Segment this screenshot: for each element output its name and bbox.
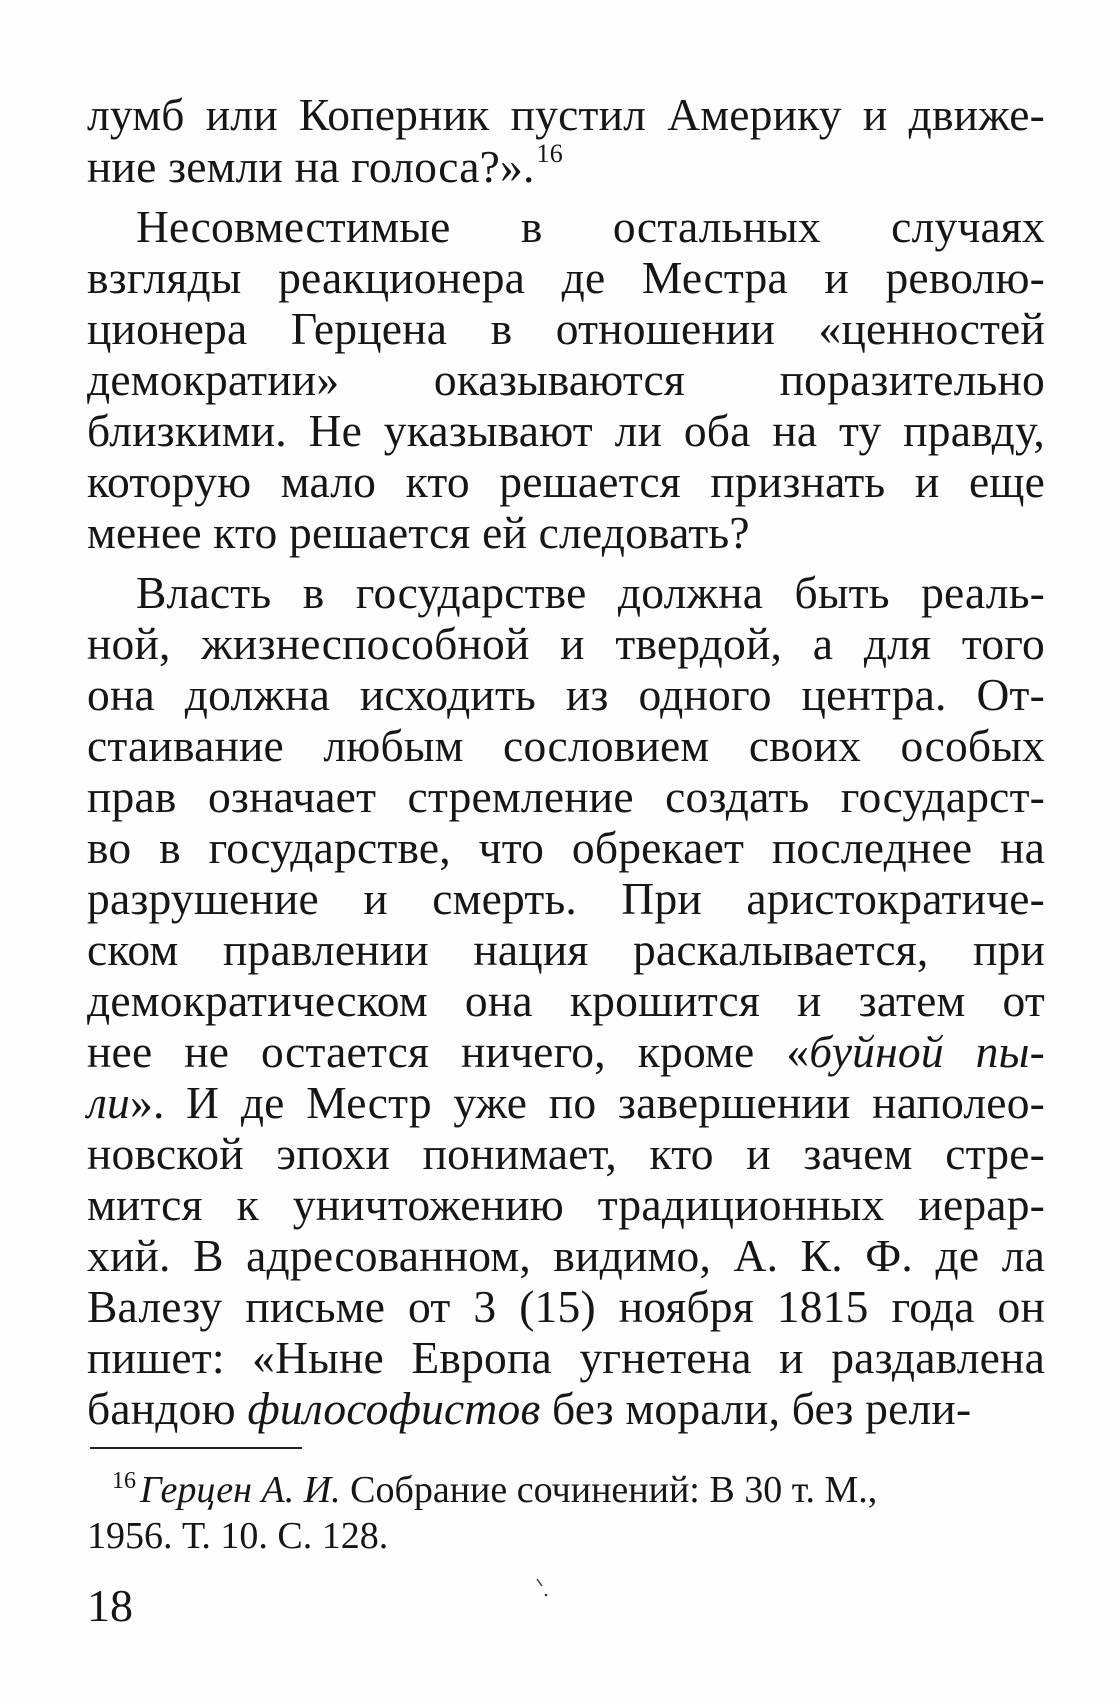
text-line: [87, 300, 1045, 358]
text-span: мится к уничтожению традиционных иерар-: [87, 1179, 1045, 1230]
italic-quote: ли: [87, 1077, 130, 1128]
text-span: нее не остается ничего, кроме «: [87, 1026, 810, 1077]
text-line: [87, 351, 1045, 409]
text-span: разрушение и смерть. При аристократиче-: [87, 873, 1045, 924]
text-line: [87, 138, 1045, 196]
text-line: [87, 86, 1045, 144]
text-span: ». И де Местр уже по завершении наполео-: [130, 1077, 1045, 1128]
page-number: 18: [87, 1580, 133, 1631]
paragraph-first-line: [136, 564, 1045, 622]
text-line: [87, 717, 1045, 775]
text-span: во в государстве, что обрекает последнее на: [87, 822, 1045, 873]
text-span: Несовместимые в остальных случаях: [136, 201, 1045, 252]
text-line: [87, 1176, 1045, 1234]
text-span: она должна исходить из одного центра. От-: [87, 669, 1045, 720]
footnote-line: [87, 1512, 1045, 1560]
footnote-reference: 16: [536, 139, 563, 168]
text-span: ние земли на голоса?».: [87, 141, 535, 192]
text-line: [87, 249, 1045, 307]
text-span: без морали, без рели-: [540, 1383, 972, 1434]
text-span: ционера Герцена в отношении «ценностей: [87, 303, 1045, 354]
text-line: [87, 402, 1045, 460]
text-span: ском правлении нация раскалывается, при: [87, 924, 1045, 975]
footnote-line: [112, 1466, 1045, 1514]
text-line: [87, 1074, 1045, 1132]
text-line: [87, 1278, 1045, 1336]
text-line: [87, 504, 1045, 562]
text-span: лумб или Коперник пустил Америку и движе-: [87, 89, 1045, 140]
footnote-mark: 16: [112, 1468, 136, 1494]
paragraph-first-line: [136, 198, 1045, 256]
scan-speck: [535, 1578, 549, 1598]
text-line: [87, 768, 1045, 826]
text-line: [87, 870, 1045, 928]
text-line: [87, 453, 1045, 511]
footnote-text: 1956. Т. 10. С. 128.: [87, 1515, 389, 1557]
text-span: близкими. Не указывают ли оба на ту правду,: [87, 405, 1045, 456]
text-span: Власть в государстве должна быть реаль-: [136, 567, 1045, 618]
text-line: [87, 1023, 1045, 1081]
text-span: ной, жизнеспособной и твердой, а для того: [87, 618, 1045, 669]
text-span: которую мало кто решается признать и еще: [87, 456, 1045, 507]
text-line: [87, 819, 1045, 877]
text-span: хий. В адресованном, видимо, А. К. Ф. де ла: [87, 1230, 1045, 1281]
text-span: бандою: [87, 1383, 248, 1434]
text-span: Валезу письме от 3 (15) ноября 1815 года он: [87, 1281, 1045, 1332]
text-span: демократическом она крошится и затем от: [87, 975, 1045, 1026]
footnote-text: Собрание сочинений: В 30 т. М.,: [340, 1469, 878, 1511]
italic-term: философистов: [247, 1383, 541, 1434]
text-line: [87, 615, 1045, 673]
text-line: [87, 1125, 1045, 1183]
text-span: демократии» оказываются поразительно: [87, 354, 1045, 405]
text-line: [87, 1380, 1045, 1438]
text-line: [87, 921, 1045, 979]
text-span: новской эпохи понимает, кто и зачем стре-: [87, 1128, 1045, 1179]
text-span: менее кто решается ей следовать?: [87, 507, 750, 558]
italic-quote: буйной пы-: [809, 1026, 1045, 1077]
text-line: [87, 666, 1045, 724]
text-line: [87, 972, 1045, 1030]
text-span: взгляды реакционера де Местра и револю-: [87, 252, 1045, 303]
footnote-author: Герцен А. И.: [140, 1469, 341, 1511]
text-line: [87, 1329, 1045, 1387]
text-span: стаивание любым сословием своих особых: [87, 720, 1045, 771]
text-span: прав означает стремление создать государст-: [87, 771, 1045, 822]
text-line: [87, 1227, 1045, 1285]
text-span: пишет: «Ныне Европа угнетена и раздавлена: [87, 1332, 1045, 1383]
footnote-separator: [90, 1447, 302, 1449]
